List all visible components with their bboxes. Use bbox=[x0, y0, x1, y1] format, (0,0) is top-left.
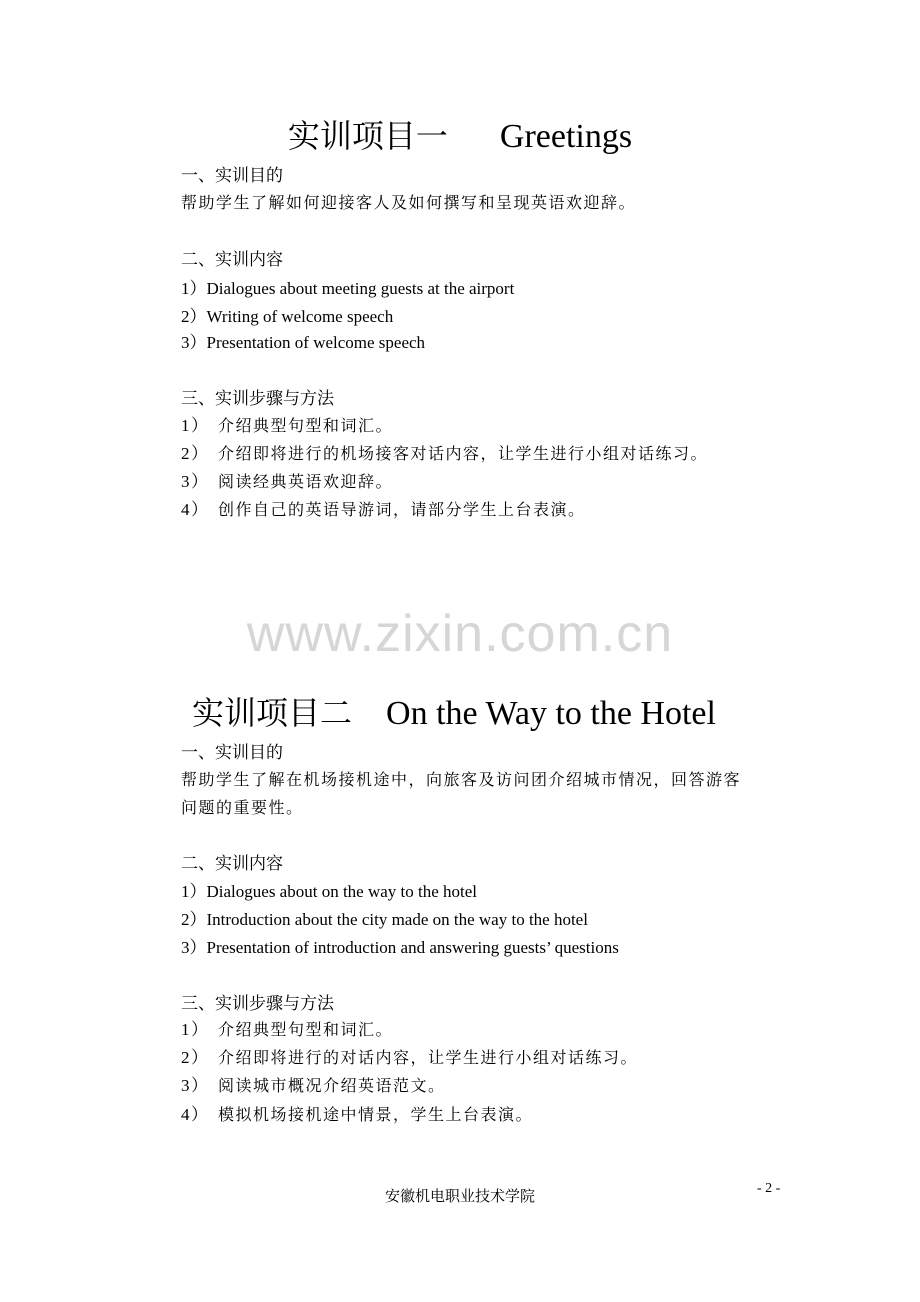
project1-step-item: 2） 介绍即将进行的机场接客对话内容，让学生进行小组对话练习。 bbox=[181, 444, 709, 463]
project2-step-item: 4） 模拟机场接机途中情景，学生上台表演。 bbox=[181, 1105, 534, 1124]
project2-step-item: 3） 阅读城市概况介绍英语范文。 bbox=[181, 1076, 446, 1095]
project1-title-cn: 实训项目一 bbox=[287, 117, 448, 155]
project1-content-item: 2）Writing of welcome speech bbox=[181, 307, 394, 326]
project1-content-item: 3）Presentation of welcome speech bbox=[181, 333, 426, 352]
project1-step-item: 1） 介绍典型句型和词汇。 bbox=[181, 416, 394, 435]
project1-section-objective-heading: 一、实训目的 bbox=[181, 166, 283, 186]
project1-title-en: Greetings bbox=[499, 118, 633, 155]
project2-content-item: 1）Dialogues about on the way to the hotel bbox=[181, 882, 478, 901]
project2-content-item: 2）Introduction about the city made on the way to the hotel bbox=[181, 910, 588, 929]
project1-section-steps-heading: 三、实训步骤与方法 bbox=[181, 389, 334, 409]
page-number: - 2 - bbox=[757, 1181, 781, 1196]
project1-step-item: 4） 创作自己的英语导游词，请部分学生上台表演。 bbox=[181, 500, 586, 519]
project2-title bbox=[192, 693, 716, 734]
project2-objective-text-line2: 问题的重要性。 bbox=[181, 798, 304, 817]
project1-content-item: 1）Dialogues about meeting guests at the airport bbox=[181, 279, 515, 298]
project2-section-objective-heading: 一、实训目的 bbox=[181, 743, 283, 763]
project1-step-item: 3） 阅读经典英语欢迎辞。 bbox=[181, 472, 394, 491]
project2-section-steps-heading: 三、实训步骤与方法 bbox=[181, 994, 334, 1014]
project1-section-content-heading: 二、实训内容 bbox=[181, 250, 283, 270]
project2-step-item: 2） 介绍即将进行的对话内容，让学生进行小组对话练习。 bbox=[181, 1048, 639, 1067]
project2-content-item: 3）Presentation of introduction and answering guests’ questions bbox=[181, 938, 619, 957]
watermark: www.zixin.com.cn bbox=[246, 605, 674, 663]
project1-title bbox=[0, 116, 920, 157]
project2-step-item: 1） 介绍典型句型和词汇。 bbox=[181, 1020, 394, 1039]
project2-section-content-heading: 二、实训内容 bbox=[181, 854, 283, 874]
project1-objective-text: 帮助学生了解如何迎接客人及如何撰写和呈现英语欢迎辞。 bbox=[181, 193, 637, 212]
project2-title-cn: 实训项目二 bbox=[192, 694, 353, 732]
project2-title-en: On the Way to the Hotel bbox=[386, 695, 716, 732]
project2-objective-text-line1: 帮助学生了解在机场接机途中，向旅客及访问团介绍城市情况，回答游客 bbox=[181, 770, 742, 789]
page-footer: 安徽机电职业技术学院 bbox=[384, 1187, 535, 1205]
